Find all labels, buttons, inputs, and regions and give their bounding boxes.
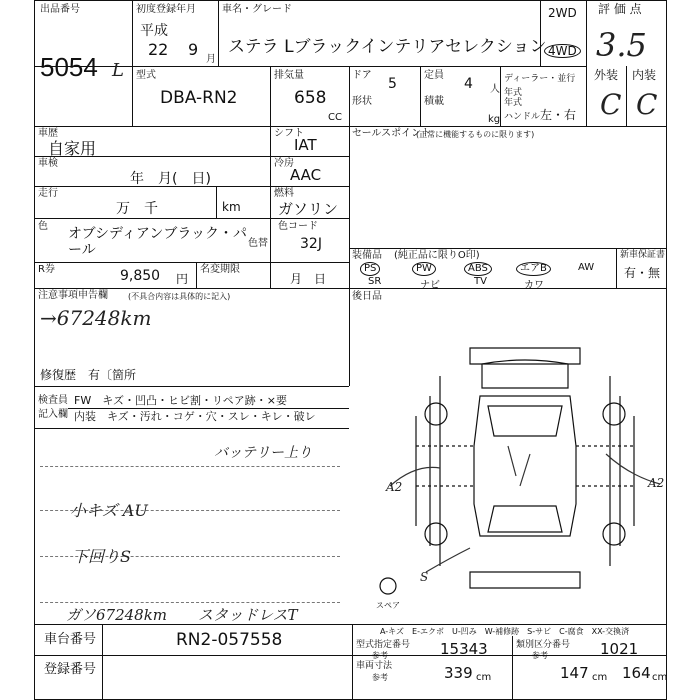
- height-value: 164: [622, 664, 651, 682]
- form-row-line: [34, 428, 349, 429]
- form-col-line: [218, 0, 219, 66]
- diagram-right-side: [610, 376, 634, 566]
- diagram-mark-stroke: [426, 548, 470, 572]
- inspector-label-1: 検査員: [38, 395, 68, 406]
- equipment-item-tv: TV: [474, 276, 487, 287]
- name-change-label: 名変期限: [200, 264, 240, 275]
- ac-label: 冷房: [274, 158, 294, 169]
- equipment-item-aw: AW: [578, 262, 595, 273]
- equipment-row-2: [356, 276, 612, 291]
- shape-label: 形状: [352, 96, 372, 107]
- class-value: 1021: [600, 640, 639, 658]
- seats-value: 4: [464, 76, 473, 92]
- registration-label: 登録番号: [44, 662, 97, 677]
- equipment-item-leather: カワ: [524, 280, 544, 291]
- era-value: 平成: [140, 23, 168, 39]
- form-col-line: [352, 624, 353, 699]
- shift-value: IAT: [294, 136, 317, 154]
- color-code-label-2: 色替: [248, 238, 268, 249]
- handwritten-line-4: ガソ67248km: [66, 606, 168, 624]
- class-ref: 参考: [532, 651, 548, 660]
- handle-value: 左・右: [540, 108, 577, 122]
- color-label: 色: [38, 221, 48, 232]
- lot-number-suffix: L: [112, 60, 124, 81]
- repair-label: 修復歴 有〔箇所: [40, 368, 137, 382]
- use-label: 車歴: [38, 128, 58, 139]
- damage-legend: A-キズ E-エクボ U-凹み W-補修跡 S-サビ C-腐食 XX-交換済: [380, 627, 630, 636]
- notes-dashed-line: [40, 466, 340, 467]
- displacement-value: 658: [294, 88, 327, 108]
- form-row-line: [34, 262, 349, 263]
- equipment-item-navi: ナビ: [420, 280, 440, 291]
- length-ref: 参考: [372, 673, 388, 682]
- form-border-left: [34, 0, 35, 700]
- equipment-row-1: [356, 262, 612, 276]
- type-spec-value: 15343: [440, 640, 488, 658]
- diagram-mark-c: S: [420, 570, 429, 584]
- type-spec-label: 型式指定番号: [356, 640, 411, 650]
- kg-unit: kg: [488, 114, 501, 125]
- door-value: 5: [388, 76, 397, 92]
- inspector-interior-row: 内装 キズ・汚れ・コゲ・穴・スレ・キレ・破レ: [74, 410, 316, 423]
- color-code-label: 色コード: [278, 221, 318, 232]
- color-value: オブシディアンブラック・パール: [68, 226, 248, 258]
- inspection-value: 年 月( 日): [130, 171, 211, 187]
- diagram-wheel-front-right: [603, 403, 625, 425]
- model-label: 型式: [136, 70, 156, 81]
- form-border-right: [666, 0, 667, 700]
- drive-2wd: 2WD: [548, 6, 577, 20]
- width-unit: cm: [592, 672, 608, 683]
- car-name-label: 車名・グレード: [222, 4, 292, 15]
- handwritten-line-3: 下回りS: [72, 547, 131, 566]
- color-code-value: 32J: [300, 236, 322, 252]
- chassis-label: 車台番号: [44, 632, 97, 647]
- recycle-amount: 9,850: [120, 268, 161, 284]
- lot-number-value: 5054: [40, 52, 98, 82]
- recycle-divider: [196, 262, 197, 288]
- cc-unit: CC: [328, 112, 342, 123]
- caution-note: (不具合内容は具体的に記入): [128, 292, 231, 301]
- diagram-wheel-rear-right: [603, 523, 625, 545]
- diagram-rear-bumper: [470, 572, 580, 588]
- equipment-item-airbag: エアB: [516, 262, 551, 276]
- inspection-label: 車検: [38, 158, 58, 169]
- fuel-label: 燃料: [274, 188, 294, 199]
- use-value: 自家用: [48, 139, 97, 158]
- lot-number-label: 出品番号: [40, 4, 80, 15]
- sales-note: (正常に機能するものに限ります): [416, 130, 535, 139]
- handwritten-line-5: スタッドレスT: [198, 606, 298, 624]
- equipment-item-sr: SR: [368, 276, 382, 287]
- exterior-label: 外装: [594, 68, 619, 82]
- load-label: 積載: [424, 96, 444, 107]
- drive-4wd: [544, 40, 581, 59]
- km-divider: [216, 186, 217, 218]
- equipment-item-pw: PW: [412, 262, 436, 276]
- first-registration-label: 初度登録年月: [136, 4, 196, 15]
- form-row-line: [34, 655, 666, 656]
- diagram-front-bumper: [470, 348, 580, 364]
- form-col-line: [500, 66, 501, 126]
- dealer-label: ディーラー・並行: [504, 74, 576, 84]
- type-spec-ref: 参考: [372, 651, 388, 660]
- handle-label: ハンドル: [504, 112, 541, 122]
- equipment-note: (純正品に限りO印): [394, 250, 480, 261]
- evaluation-score: 3.5: [596, 26, 647, 64]
- diagram-left-side: [416, 376, 440, 566]
- drive-4wd-circle: 4WD: [544, 44, 581, 58]
- diagram-spare-label: スペア: [376, 601, 400, 610]
- evaluation-label: 評 価 点: [598, 2, 642, 16]
- chassis-value: RN2-057558: [176, 630, 283, 650]
- equipment-label: 装備品: [352, 250, 382, 261]
- interior-grade: C: [636, 88, 658, 121]
- diagram-door-lines: [416, 446, 634, 486]
- form-col-line: [616, 248, 617, 288]
- length-value: 339: [444, 664, 473, 682]
- diagram-rear-window: [488, 506, 562, 532]
- form-col-line: [512, 636, 513, 699]
- model-year-label-2: 年式: [504, 98, 523, 108]
- diagram-mark-a: A2: [386, 480, 403, 494]
- people-unit: 人: [490, 84, 500, 95]
- diagram-wheel-rear-left: [425, 523, 447, 545]
- model-value: DBA-RN2: [160, 88, 238, 108]
- form-border-top: [34, 0, 666, 1]
- month-value: 9: [188, 40, 199, 59]
- diagram-wheel-front-left: [425, 403, 447, 425]
- width-value: 147: [560, 664, 589, 682]
- form-row-line: [34, 288, 666, 289]
- form-col-line: [586, 0, 587, 126]
- mileage-units: 万 千: [116, 201, 158, 217]
- shift-label: シフト: [274, 128, 304, 139]
- handwritten-battery: バッテリー上り: [214, 445, 312, 461]
- recycle-label: R券: [38, 264, 55, 275]
- form-col-line: [270, 66, 271, 288]
- sales-label: セールスポイント: [352, 128, 432, 139]
- form-col-line: [132, 0, 133, 126]
- equipment-item-ps: PS: [360, 262, 380, 276]
- equipment-item-abs: ABS: [464, 262, 492, 276]
- ac-value: AAC: [290, 166, 322, 184]
- diagram-cabin: [474, 396, 576, 536]
- form-row-line: [34, 386, 349, 387]
- seats-label: 定員: [424, 70, 444, 81]
- month-unit: 月: [206, 54, 216, 65]
- displacement-label: 排気量: [274, 70, 304, 81]
- inspector-label-2: 記入欄: [38, 409, 68, 420]
- form-col-line: [349, 66, 350, 386]
- caution-label: 注意事項申告欄: [38, 290, 108, 301]
- height-unit: cm: [652, 672, 668, 683]
- name-change-value: 月 日: [290, 272, 327, 286]
- inspector-fw-row: FW キズ・凹凸・ヒビ割・リペア跡・×要: [74, 394, 287, 407]
- diagram-windshield: [488, 406, 562, 436]
- exterior-grade: C: [600, 88, 622, 121]
- form-row-line: [34, 126, 666, 127]
- class-label: 類別区分番号: [516, 640, 571, 650]
- door-label: ドア: [352, 70, 372, 81]
- diagram-mark-stroke: [508, 446, 530, 486]
- mileage-label: 走行: [38, 188, 58, 199]
- diagram-mark-b: A2: [648, 476, 665, 490]
- car-name-value: ステラ Lブラックインテリアセレクション: [228, 37, 547, 57]
- model-year-label-line1: 年式: [504, 88, 523, 98]
- rear-items-label: 後日品: [352, 291, 382, 302]
- caution-handwritten: →67248km: [40, 306, 152, 330]
- fuel-value: ガソリン: [278, 200, 339, 218]
- car-diagram: [370, 336, 666, 612]
- diagram-spare-wheel: [380, 578, 396, 594]
- interior-label: 内装: [632, 68, 657, 82]
- form-col-line: [626, 66, 627, 126]
- yen-unit: 円: [176, 272, 189, 286]
- length-unit: cm: [476, 672, 492, 683]
- handwritten-line-2: 小キズ AU: [70, 501, 148, 520]
- form-col-line: [102, 624, 103, 699]
- length-label: 車両寸法: [356, 661, 393, 671]
- year-value: 22: [148, 40, 169, 59]
- notes-dashed-line: [40, 602, 340, 603]
- form-row-line: [349, 248, 666, 249]
- warranty-label: 新車保証書: [620, 250, 666, 260]
- form-col-line: [420, 66, 421, 126]
- inspector-divider: [68, 408, 349, 409]
- km-unit: km: [222, 200, 241, 214]
- warranty-value: 有・無: [624, 266, 661, 280]
